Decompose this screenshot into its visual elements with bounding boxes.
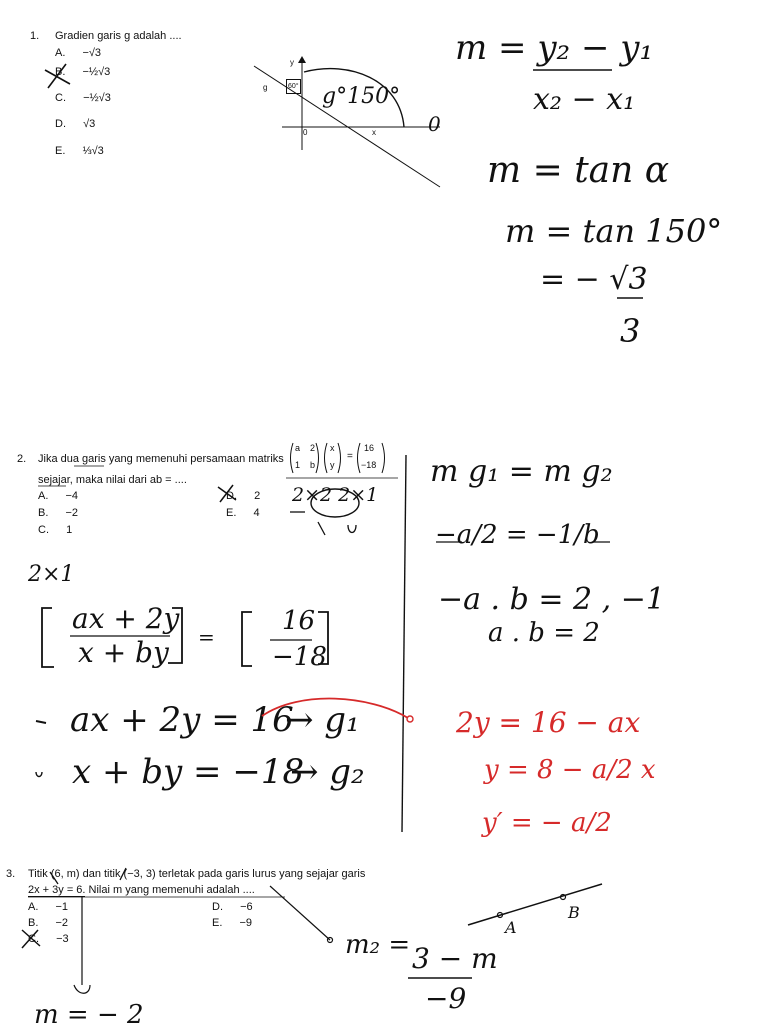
q1-line-g-label: g [263, 83, 268, 92]
q2-hand-result-top: 16 [282, 606, 316, 636]
q3-option-a-label: A. [28, 901, 39, 913]
q1-work-slope-denominator: x₂ − x₁ [533, 82, 636, 117]
q3-line-equation: 2x + 3y = 6. [28, 884, 86, 896]
q3-option-c-label: C. [28, 933, 39, 945]
q1-option-d-value: √3 [83, 118, 96, 130]
q2-hand-result-bottom: −18 [272, 642, 327, 672]
q1-cross-mark [45, 64, 70, 88]
q1-option-d-label: D. [55, 118, 66, 130]
q2-red-eq-y-prime: y′ = − a/2 [482, 808, 612, 838]
q1-option-e-value: ⅓√3 [82, 145, 104, 157]
q2-cross-mark [218, 485, 236, 502]
q3-hand-line [468, 884, 602, 925]
q3-option-e-label: E. [212, 917, 223, 929]
q1-work-tan-alpha: m = tan α [487, 150, 670, 191]
q2-hand-eq2: x + by = −18 [72, 752, 305, 792]
q1-option-a-value: −√3 [82, 47, 102, 59]
q3-hand-denominator: −9 [425, 982, 467, 1015]
q2-matrix-v1: x [330, 443, 335, 453]
q2-option-b-label: B. [38, 507, 49, 519]
q2-matrix-equals: = [347, 451, 353, 462]
q2-option-a-value: −4 [65, 490, 79, 502]
q1-angle-label: 60° [286, 79, 301, 94]
q3-option-b-value: −2 [55, 917, 69, 929]
q1-origin-label: 0 [303, 128, 308, 137]
q2-red-eq-y: y = 8 − a/2 x [484, 755, 656, 785]
q2-hand-eq1-tag: → g₁ [285, 700, 360, 740]
q2-option-d-label: D. [226, 490, 237, 502]
q1-work-slope-numerator: m = y₂ − y₁ [455, 28, 654, 68]
q2-hand-ab-product: −a . b = 2 , −1 [438, 582, 665, 617]
q1-y-arrowhead [298, 56, 306, 63]
q2-hand-eq2-tag: → g₂ [290, 752, 365, 792]
q2-hand-2x1: 2×1 [28, 562, 75, 587]
q2-red-arrow [262, 699, 408, 718]
q2-hand-circle [311, 489, 359, 517]
q1-y-axis-label: y [290, 58, 294, 67]
q3-number: 3. [6, 868, 16, 880]
q3-hand-answer: m = − 2 [34, 1000, 144, 1030]
q2-matrix-a21: 1 [295, 460, 301, 470]
q2-hand-slope-fractions: −a/2 = −1/b [435, 520, 600, 550]
q2-matrix-a11: a [295, 443, 301, 453]
q2-option-a-label: A. [38, 490, 49, 502]
q2-hand-ab-result: a . b = 2 [488, 618, 600, 648]
q2-matrix-a22: b [310, 460, 316, 470]
q1-hand-degree-mark: 0 [428, 112, 441, 136]
q3-hand-numerator: 3 − m [412, 942, 498, 975]
q2-divider-line [402, 455, 406, 832]
q3-option-c-value: −3 [56, 933, 69, 945]
q2-hand-slope-equal: m g₁ = m g₂ [430, 454, 613, 489]
q3-option-d-value: −6 [240, 901, 253, 913]
q2-hand-equals: = [198, 625, 215, 649]
q3-option-e-value: −9 [239, 917, 253, 929]
q2-matrix-a12: 2 [310, 443, 316, 453]
q2-option-e-label: E. [226, 507, 237, 519]
q2-option-e-value: 4 [253, 507, 260, 519]
q3-hand-m2: m₂ = [345, 930, 411, 960]
q2-matrix-r2: −18 [361, 460, 377, 470]
q2-option-c-value: 1 [66, 524, 73, 536]
q2-hand-dimensions: 2×2 2×1 [292, 484, 379, 506]
q1-question: Gradien garis g adalah .... [55, 30, 182, 42]
q3-hand-point-b: B [568, 903, 580, 922]
q1-hand-angle-note: g°150° [322, 84, 401, 109]
q2-question-line1: Jika dua garis yang memenuhi persamaan matriks [38, 453, 284, 465]
q3-cross-mark [22, 930, 40, 948]
q2-hand-matrix-top: ax + 2y [72, 602, 180, 635]
q1-number: 1. [30, 30, 40, 42]
q3-question-line2-rest: Nilai m yang memenuhi adalah .... [88, 884, 255, 896]
q1-option-a-label: A. [55, 47, 66, 59]
q3-option-d-label: D. [212, 901, 223, 913]
q3-option-b-label: B. [28, 917, 39, 929]
q3-hand-point-a: A [505, 918, 517, 937]
q1-hand-angle-arc [304, 69, 404, 127]
q1-option-c-value: −½√3 [83, 92, 111, 104]
q1-work-tan-150: m = tan 150° [505, 212, 723, 250]
q2-matrix-r1: 16 [364, 443, 375, 453]
q3-question-line1: Titik (6, m) dan titik (−3, 3) terletak pada garis lurus yang sejajar garis [28, 868, 366, 880]
q1-x-axis-label: x [372, 128, 376, 137]
q1-work-result-den: 3 [620, 312, 641, 350]
q1-option-b-label: B. [55, 66, 66, 78]
q1-work-result: = − √3 [540, 262, 648, 297]
q2-matrix-v2: y [330, 460, 335, 470]
q2-hand-eq1: ax + 2y = 16 [70, 700, 294, 740]
q2-question-line2: sejajar, maka nilai dari ab = .... [38, 474, 187, 486]
q2-option-b-value: −2 [65, 507, 79, 519]
q1-option-e-label: E. [55, 145, 66, 157]
q2-number: 2. [17, 453, 27, 465]
q2-option-d-value: 2 [254, 490, 261, 502]
q3-option-a-value: −1 [55, 901, 69, 913]
q2-hand-matrix-bottom: x + by [78, 636, 169, 669]
q1-option-b-value: −½√3 [82, 66, 111, 78]
q1-option-c-label: C. [55, 92, 66, 104]
q2-red-eq-2y: 2y = 16 − ax [456, 706, 641, 739]
q2-option-c-label: C. [38, 524, 49, 536]
